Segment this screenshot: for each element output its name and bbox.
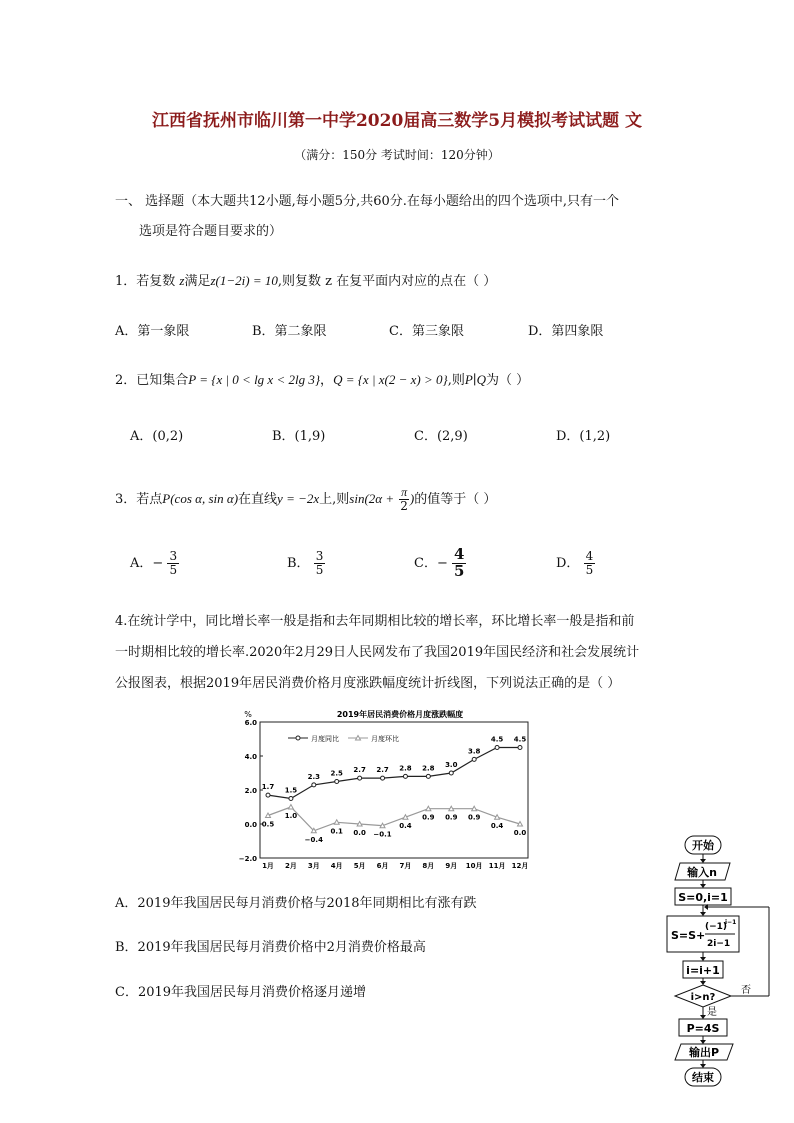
yoy-data-label: 2.3 [307, 772, 321, 781]
question-4-line3: 公报图表，根据2019年居民消费价格月度涨跌幅度统计折线图，下列说法正确的是（ ） [115, 676, 621, 691]
svg-text:输入n: 输入n [687, 866, 717, 879]
series-line-1 [268, 807, 520, 831]
mom-data-label: 0.9 [422, 813, 435, 822]
yoy-data-label: 2.7 [353, 766, 366, 775]
y-tick-label: −2.0 [238, 855, 257, 863]
svg-text:开始: 开始 [692, 839, 714, 852]
series-line-0 [268, 748, 520, 799]
q2-suffix: ,则 [447, 373, 465, 388]
yoy-data-label: 2.8 [422, 764, 435, 773]
x-tick-label: 5月 [353, 862, 366, 870]
mom-point [334, 820, 339, 825]
yoy-point [335, 780, 339, 784]
legend-yoy: 月度同比 [311, 735, 339, 743]
q2-sep: ， [320, 373, 334, 388]
q1-option-d: D．第四象限 [528, 324, 604, 339]
x-tick-label: 3月 [307, 862, 320, 870]
q2-set-q: Q = {x | x(2 − x) > 0} [333, 372, 448, 387]
q3-option-d: D． $\frac{4}{5}$ [556, 549, 594, 577]
question-4-line1: 4.在统计学中，同比增长率一般是指和去年同期相比较的增长率，环比增长率一般是指和前 [115, 614, 635, 629]
q2-option-b: B．(1,9) [272, 429, 326, 444]
mom-data-label: 0.1 [330, 827, 343, 836]
svg-text:S=0,i=1: S=0,i=1 [678, 891, 728, 904]
mom-data-label: 0.4 [399, 822, 412, 831]
q3-mid2: 上,则 [319, 492, 350, 507]
mom-point [495, 815, 500, 820]
x-tick-label: 1月 [262, 862, 274, 870]
y-tick-label: 6.0 [244, 719, 257, 727]
q2-end: 为（ ） [485, 373, 530, 388]
mom-data-label: 0.5 [261, 820, 275, 829]
q1-mid: 满足 [184, 274, 211, 289]
q3-expr-left: sin(2α + [349, 491, 395, 506]
flow-yes-label: 是 [707, 1007, 717, 1018]
q3-expr-right: ) [409, 491, 415, 506]
chart-y-unit: % [244, 710, 252, 719]
svg-text:i−1: i−1 [725, 919, 737, 926]
x-tick-label: 6月 [376, 862, 389, 870]
y-tick-label: 0.0 [244, 821, 257, 829]
mom-data-label: 1.0 [284, 812, 298, 820]
q2-option-c: C．(2,9) [414, 429, 468, 444]
x-tick-label: 4月 [330, 862, 343, 870]
mom-data-label: 0.0 [513, 829, 527, 837]
mom-point [266, 813, 271, 818]
y-tick-label: 4.0 [244, 753, 257, 761]
yoy-point [289, 797, 293, 801]
svg-text:S=S+: S=S+ [671, 929, 706, 942]
yoy-data-label: 2.7 [376, 766, 389, 775]
question-1 [115, 270, 496, 289]
yoy-point [495, 746, 499, 750]
mom-point [403, 815, 408, 820]
svg-text:P=4S: P=4S [686, 1022, 720, 1035]
section-heading: 一、 选择题（本大题共12小题,每小题5分,共60分.在每小题给出的四个选项中,只有一个 [115, 194, 620, 209]
q3-option-b: B． $\frac{3}{5}$ [287, 549, 324, 577]
q1-option-a: A．第一象限 [115, 324, 190, 339]
chart-legend [288, 734, 399, 743]
mom-data-label: 0.9 [467, 813, 481, 822]
yoy-point [449, 771, 453, 775]
q2-prefix: 2．已知集合 [115, 373, 189, 388]
legend-mom: 月度环比 [371, 735, 399, 743]
yoy-point [266, 793, 270, 797]
q4-option-c: C．2019年我国居民每月消费价格逐月递增 [115, 985, 367, 1000]
q1-option-b: B．第二象限 [252, 324, 327, 339]
x-tick-label: 2月 [284, 862, 297, 870]
svg-text:2i−1: 2i−1 [707, 939, 731, 949]
q3-line: y = −2x [277, 491, 320, 506]
mom-point [357, 822, 362, 827]
chart-title: 2019年居民消费价格月度涨跌幅度 [336, 710, 464, 719]
yoy-data-label: 2.8 [399, 764, 412, 773]
cpi-line-chart [236, 705, 536, 875]
yoy-data-label: 1.7 [261, 783, 275, 792]
y-tick-label: 2.0 [244, 787, 257, 795]
svg-text:(−1): (−1) [705, 922, 728, 932]
exam-info: （满分：150分 考试时间：120分钟） [294, 148, 500, 162]
yoy-data-label: 4.5 [513, 735, 527, 744]
q2-option-a: A．(0,2) [130, 429, 184, 444]
flow-no-label: 否 [741, 985, 751, 996]
mom-point [472, 806, 477, 811]
q1-suffix: ,则复数 z 在复平面内对应的点在（ ） [277, 274, 497, 289]
yoy-point [312, 783, 316, 787]
yoy-point [381, 776, 385, 780]
mom-data-label: 0.4 [490, 822, 504, 831]
q2-set-p: P = {x | 0 < lg x < 2lg 3} [188, 372, 321, 387]
section-heading-cont: 选项是符合题目要求的） [139, 224, 283, 239]
mom-point [518, 822, 523, 827]
svg-text:输出P: 输出P [688, 1046, 720, 1059]
question-2 [115, 369, 529, 388]
q3-option-a: A．− $\frac{3}{5}$ [130, 549, 178, 577]
yoy-point [426, 774, 430, 778]
q3-option-c: C．− $\frac{4}{5}$ [414, 545, 465, 580]
yoy-data-label: 1.5 [284, 786, 298, 795]
mom-data-label: −0.1 [373, 830, 392, 839]
mom-point [380, 823, 385, 828]
x-tick-label: 7月 [399, 862, 412, 870]
yoy-point [358, 776, 362, 780]
q1-prefix: 1．若复数 [115, 274, 180, 289]
q1-option-c: C．第三象限 [389, 324, 464, 339]
q3-mid: 在直线 [238, 492, 278, 507]
algorithm-flowchart [655, 830, 785, 1095]
mom-point [426, 806, 431, 811]
x-tick-label: 10月 [465, 862, 483, 870]
yoy-point [472, 757, 476, 761]
q1-var: z [179, 273, 185, 288]
q3-pi-fraction: $\frac{\pi}{2}$ [400, 485, 408, 513]
mom-point [288, 805, 293, 810]
yoy-data-label: 4.5 [490, 735, 504, 744]
mom-data-label: 0.0 [353, 829, 366, 837]
mom-data-label: −0.4 [304, 835, 323, 844]
yoy-data-label: 3.0 [445, 761, 458, 769]
yoy-data-label: 2.5 [330, 769, 343, 778]
yoy-point [403, 774, 407, 778]
svg-text:结束: 结束 [692, 1071, 714, 1084]
page-title: 江西省抚州市临川第一中学2020届高三数学5月模拟考试试题 文 [151, 111, 643, 131]
svg-text:i=i+1: i=i+1 [686, 964, 720, 977]
question-4-line2: 一时期相比较的增长率.2020年2月29日人民网发布了我国2019年国民经济和社会发展统计 [115, 645, 640, 660]
mom-point [449, 806, 454, 811]
svg-text:i>n?: i>n? [690, 992, 716, 1003]
q3-point: P(cos α, sin α) [162, 491, 239, 506]
x-tick-label: 9月 [445, 862, 458, 870]
x-tick-label: 11月 [488, 862, 506, 870]
x-tick-label: 12月 [511, 862, 529, 870]
q2-expr: P∣Q [464, 372, 486, 387]
q3-prefix: 3．若点 [115, 492, 163, 507]
q3-end: 的值等于（ ） [414, 492, 497, 507]
yoy-point [518, 746, 522, 750]
q4-option-b: B．2019年我国居民每月消费价格中2月消费价格最高 [115, 940, 426, 955]
q4-option-a: A．2019年我国居民每月消费价格与2018年同期相比有涨有跌 [115, 896, 477, 911]
mom-data-label: 0.9 [445, 813, 458, 822]
x-tick-label: 8月 [422, 862, 435, 870]
yoy-data-label: 3.8 [467, 747, 481, 756]
q2-option-d: D．(1,2) [556, 429, 611, 444]
q1-equation: z(1−2i) = 10 [210, 273, 278, 288]
question-3 [115, 482, 496, 517]
